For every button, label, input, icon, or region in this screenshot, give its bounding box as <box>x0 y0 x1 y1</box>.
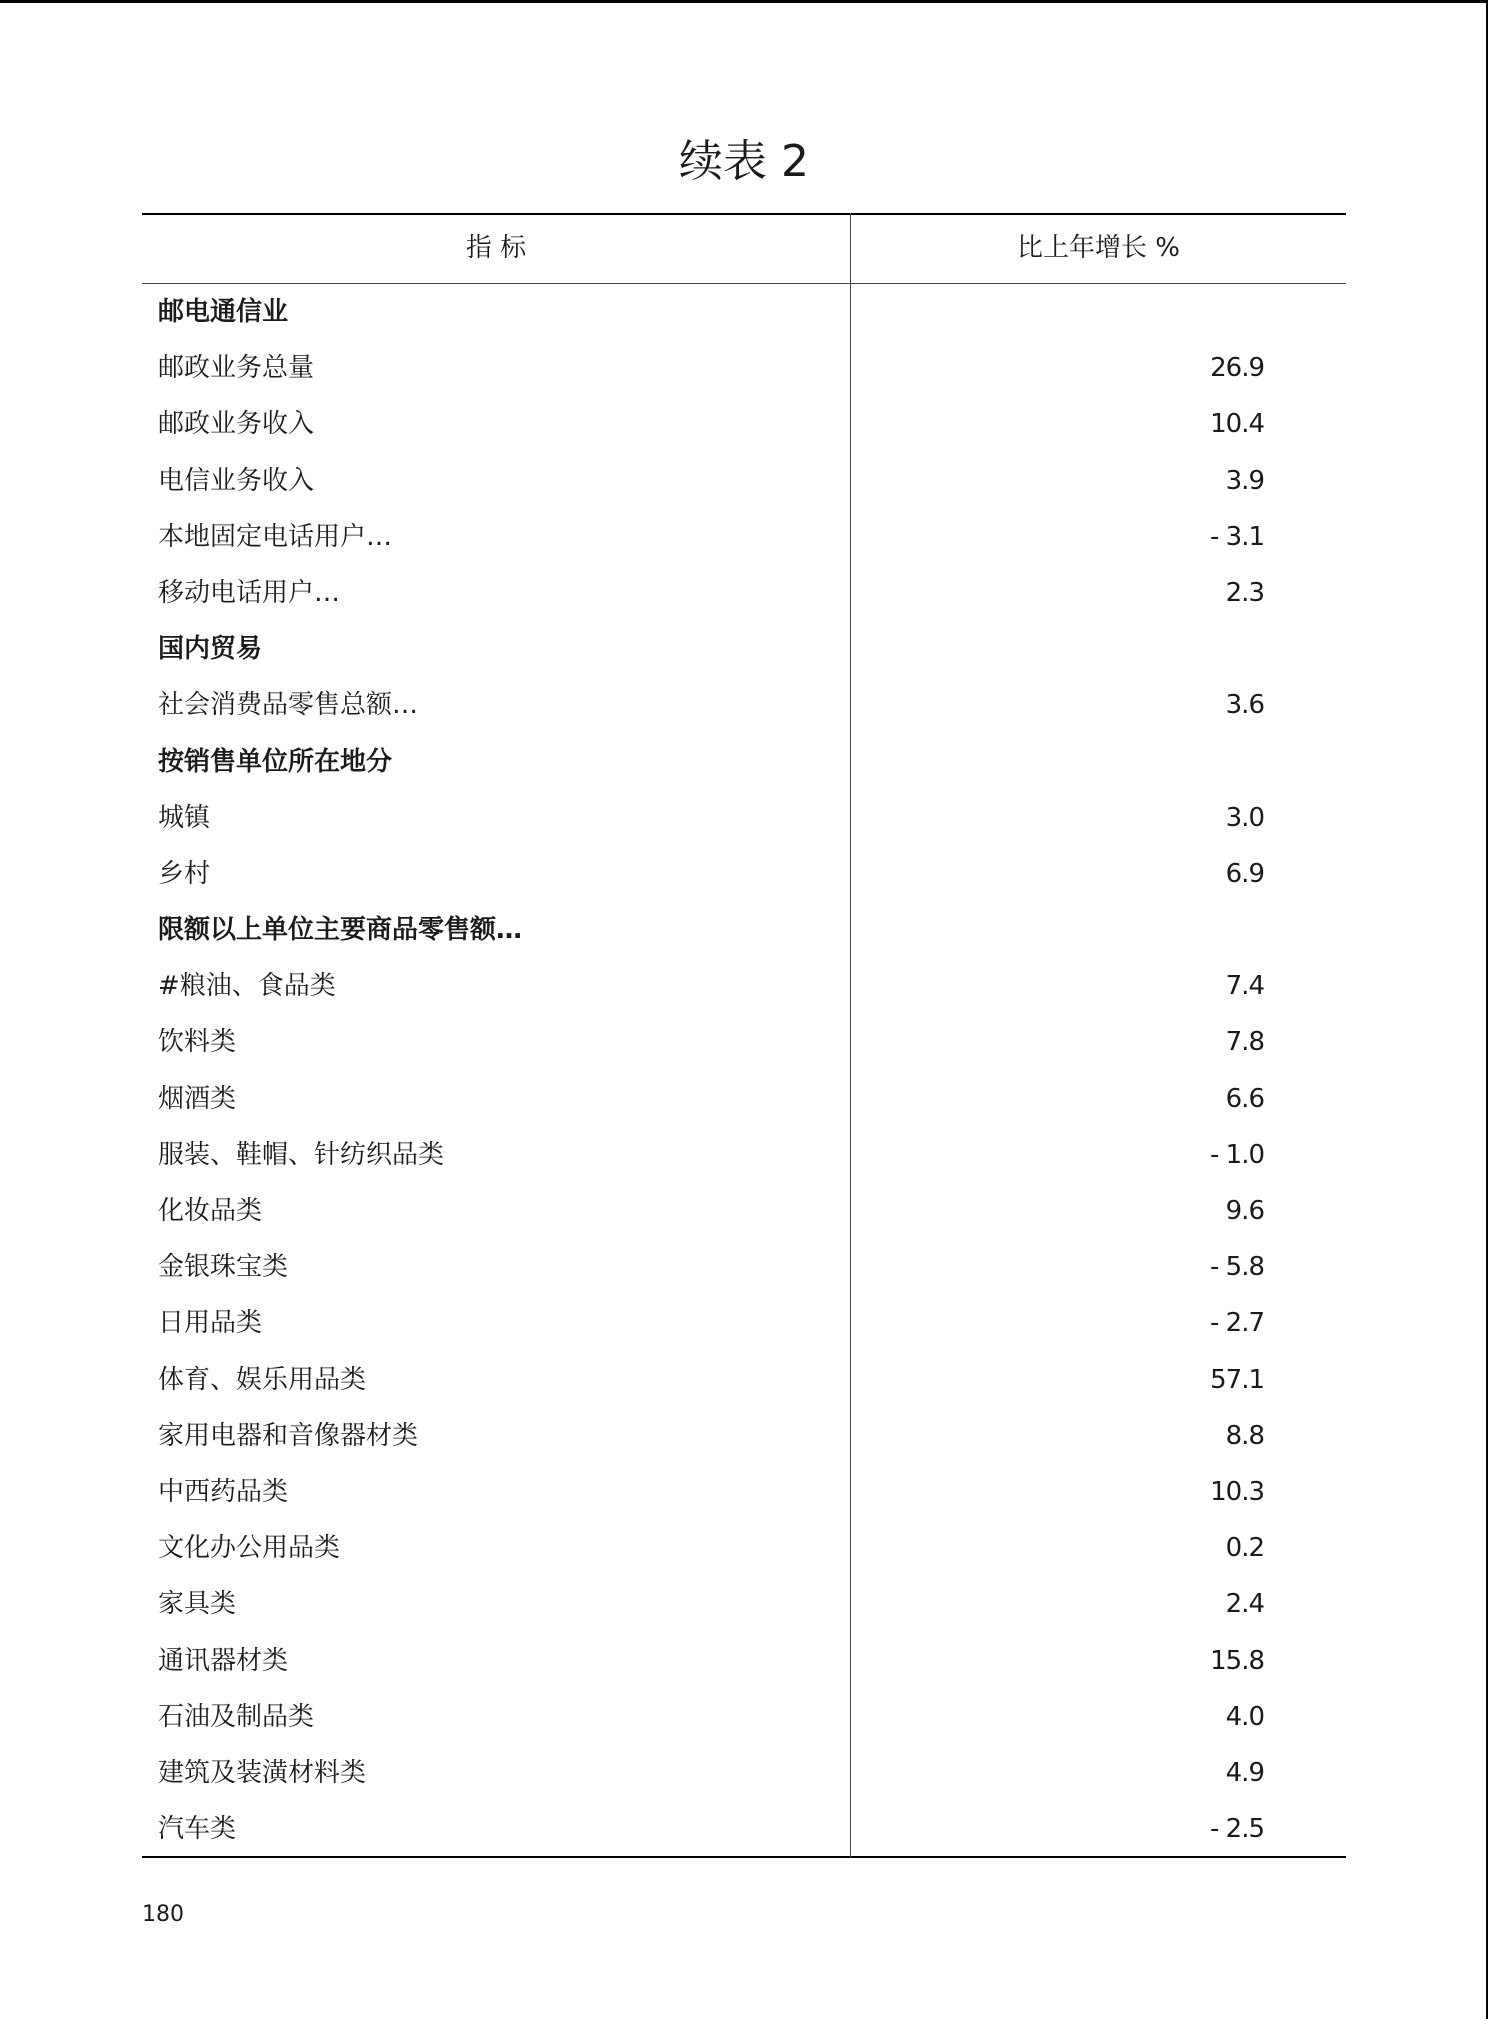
indicator-label: 家具类 <box>158 1589 237 1620</box>
growth-value <box>851 284 1264 340</box>
growth-value: - 2.7 <box>1210 1308 1264 1339</box>
table-row <box>142 1071 1346 1127</box>
table-row <box>142 340 1346 396</box>
indicator-label: 邮政业务总量 <box>158 353 315 384</box>
table-row <box>142 1801 1346 1857</box>
table-row <box>142 1408 1346 1464</box>
growth-value: 3.6 <box>1225 690 1264 721</box>
statistics-table <box>142 213 1346 1858</box>
growth-value: 26.9 <box>1210 353 1264 384</box>
indicator-label: #粮油、食品类 <box>158 971 336 1002</box>
indicator-label: 金银珠宝类 <box>158 1252 289 1283</box>
table-row <box>142 846 1346 902</box>
section-label: 邮电通信业 <box>158 297 289 327</box>
table-row <box>142 1689 1346 1745</box>
indicator-label: 移动电话用户… <box>158 577 341 608</box>
table-row <box>142 790 1346 846</box>
table-row <box>142 396 1346 452</box>
indicator-label: 烟酒类 <box>158 1083 237 1114</box>
indicator-label: 汽车类 <box>158 1814 237 1845</box>
table-row <box>142 509 1346 565</box>
table-row <box>142 1520 1346 1576</box>
table-row <box>142 1576 1346 1632</box>
indicator-label: 体育、娱乐用品类 <box>158 1364 367 1395</box>
indicator-label: 家用电器和音像器材类 <box>158 1420 419 1451</box>
indicator-label: 化妆品类 <box>158 1196 263 1226</box>
growth-value: 4.9 <box>1225 1757 1264 1788</box>
growth-value: 9.6 <box>1225 1196 1264 1226</box>
growth-value: 3.9 <box>1225 465 1264 496</box>
indicator-label: 乡村 <box>158 858 211 889</box>
growth-value: 8.8 <box>1225 1420 1264 1451</box>
growth-value: 10.4 <box>1210 409 1264 440</box>
page-number: 180 <box>142 1902 184 1927</box>
page-title: 续表 2 <box>679 136 809 187</box>
growth-value: 4.0 <box>1225 1701 1264 1732</box>
table-row <box>142 1183 1346 1239</box>
growth-value: 7.4 <box>1225 971 1264 1002</box>
table-row <box>142 453 1346 509</box>
table-row <box>142 1239 1346 1295</box>
growth-value: 15.8 <box>1210 1645 1264 1676</box>
growth-value: - 3.1 <box>1210 521 1264 552</box>
indicator-label: 中西药品类 <box>158 1476 289 1507</box>
table-row <box>142 1295 1346 1351</box>
table-row <box>142 1633 1346 1689</box>
indicator-label: 社会消费品零售总额… <box>158 690 419 721</box>
indicator-label: 文化办公用品类 <box>158 1533 341 1564</box>
growth-value <box>851 734 1264 790</box>
growth-value: 6.6 <box>1225 1083 1264 1114</box>
section-label: 国内贸易 <box>158 634 263 665</box>
section-row <box>142 902 1346 958</box>
header-indicator: 指 标 <box>465 233 527 263</box>
growth-value: 57.1 <box>1210 1364 1264 1395</box>
table-row <box>142 958 1346 1014</box>
section-row <box>142 734 1346 790</box>
indicator-label: 饮料类 <box>158 1027 237 1058</box>
table-row <box>142 677 1346 733</box>
table-row <box>142 1127 1346 1183</box>
indicator-label: 石油及制品类 <box>158 1701 315 1732</box>
growth-value: 6.9 <box>1225 858 1264 889</box>
page-top-border <box>0 0 1488 3</box>
growth-value: 10.3 <box>1210 1476 1264 1507</box>
table-row <box>142 1745 1346 1801</box>
section-label: 限额以上单位主要商品零售额… <box>158 915 523 946</box>
table-row <box>142 1352 1346 1408</box>
growth-value: - 1.0 <box>1210 1139 1264 1170</box>
section-row <box>142 621 1346 677</box>
growth-value: 2.4 <box>1225 1589 1264 1620</box>
indicator-label: 日用品类 <box>158 1308 263 1339</box>
growth-value: 2.3 <box>1225 577 1264 608</box>
table-row <box>142 565 1346 621</box>
indicator-label: 电信业务收入 <box>158 465 315 496</box>
growth-value: 3.0 <box>1225 802 1264 833</box>
header-growth-percent: 比上年增长 % <box>1017 233 1180 263</box>
indicator-label: 邮政业务收入 <box>158 409 315 440</box>
section-label: 按销售单位所在地分 <box>158 746 393 777</box>
table-body <box>142 284 1346 1857</box>
indicator-label: 建筑及装潢材料类 <box>158 1757 367 1788</box>
growth-value: 7.8 <box>1225 1027 1264 1058</box>
indicator-label: 本地固定电话用户… <box>158 521 393 552</box>
growth-value: - 5.8 <box>1210 1252 1264 1283</box>
growth-value: - 2.5 <box>1210 1814 1264 1845</box>
growth-value: 0.2 <box>1225 1533 1264 1564</box>
table-row <box>142 1464 1346 1520</box>
indicator-label: 通讯器材类 <box>158 1645 289 1676</box>
growth-value <box>851 621 1264 677</box>
growth-value <box>851 902 1264 958</box>
table-row <box>142 1014 1346 1070</box>
indicator-label: 服装、鞋帽、针纺织品类 <box>158 1139 445 1170</box>
indicator-label: 城镇 <box>158 802 211 833</box>
section-row <box>142 284 1346 340</box>
